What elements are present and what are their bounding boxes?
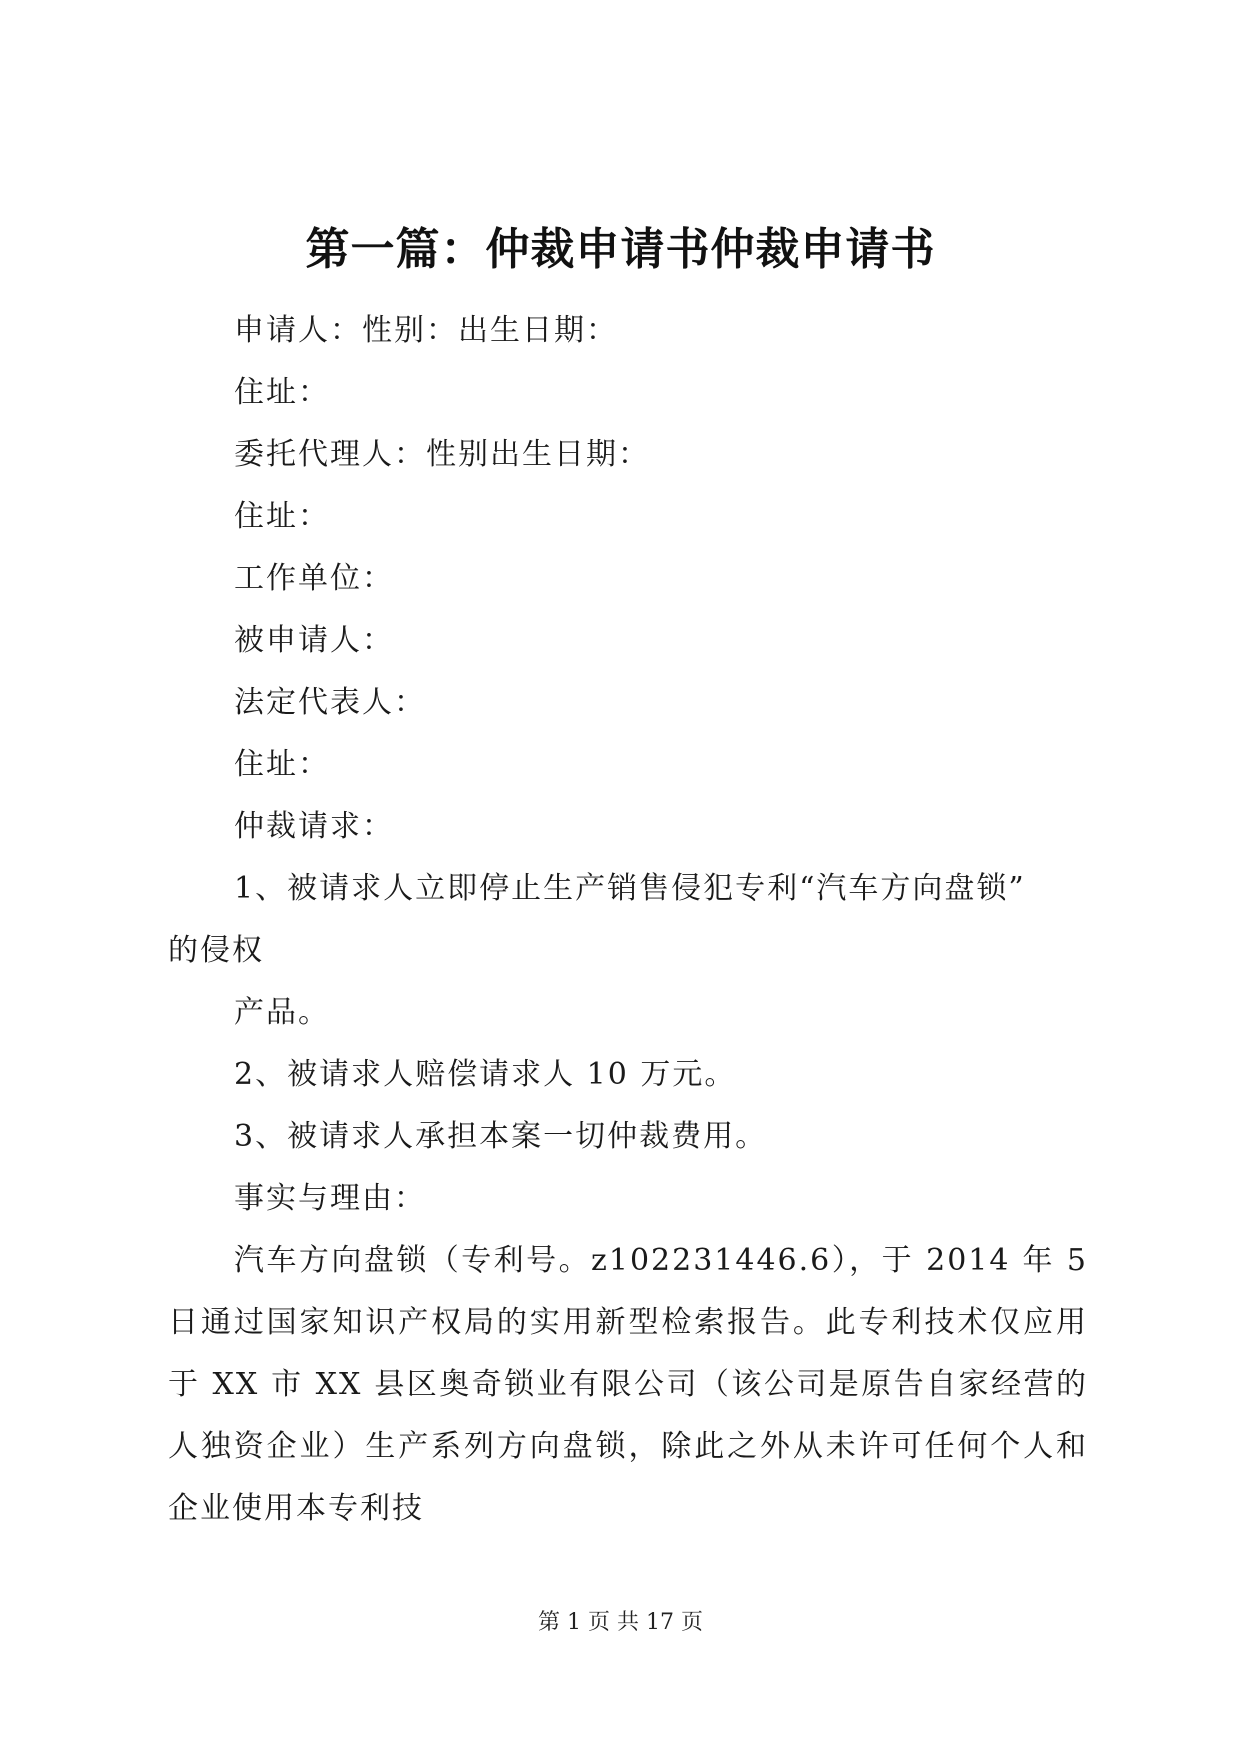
respondent-address-line: 住址： — [234, 747, 330, 782]
respondent-line: 被申请人： — [234, 623, 394, 658]
claim-3-line: 3、被请求人承担本案一切仲裁费用。 — [234, 1119, 768, 1154]
claim-1-line-3: 产品。 — [234, 995, 330, 1030]
facts-paragraph-line-1: 汽车方向盘锁（专利号。z102231446.6），于 2014 年 5 — [234, 1243, 1088, 1278]
claim-2-line: 2、被请求人赔偿请求人 10 万元。 — [234, 1057, 737, 1092]
facts-paragraph-line-4: 人独资企业）生产系列方向盘锁，除此之外从未许可任何个人和 — [168, 1429, 1088, 1464]
claim-1-line-2: 的侵权 — [168, 933, 264, 968]
claims-heading: 仲裁请求： — [234, 809, 394, 844]
applicant-line: 申请人：性别：出生日期： — [234, 313, 618, 348]
facts-paragraph-line-5: 企业使用本专利技 — [168, 1491, 424, 1526]
legal-representative-line: 法定代表人： — [234, 685, 426, 720]
facts-paragraph-line-2: 日通过国家知识产权局的实用新型检索报告。此专利技术仅应用 — [168, 1305, 1088, 1340]
document-title: 第一篇：仲裁申请书仲裁申请书 — [305, 224, 936, 275]
agent-address-line: 住址： — [234, 499, 330, 534]
work-unit-line: 工作单位： — [234, 561, 394, 596]
facts-paragraph-line-3: 于 XX 市 XX 县区奥奇锁业有限公司（该公司是原告自家经营的 — [168, 1367, 1088, 1402]
document-body — [168, 300, 1088, 1540]
applicant-address-line: 住址： — [234, 375, 330, 410]
page-number-footer: 第 1 页 共 17 页 — [538, 1610, 703, 1635]
facts-heading: 事实与理由： — [234, 1181, 426, 1216]
agent-line: 委托代理人：性别出生日期： — [234, 437, 650, 472]
claim-1-line-1: 1、被请求人立即停止生产销售侵犯专利“汽车方向盘锁” — [234, 871, 1026, 906]
